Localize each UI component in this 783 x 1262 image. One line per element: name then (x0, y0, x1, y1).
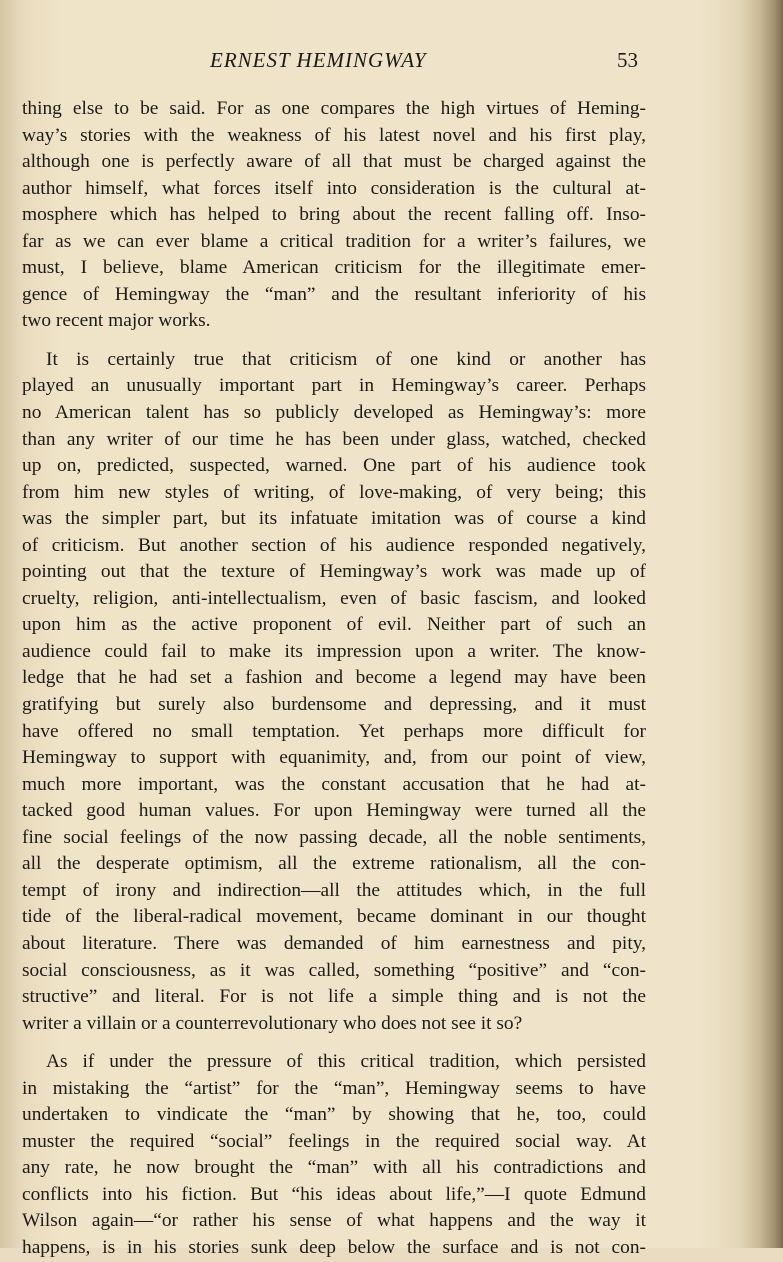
page-number: 53 (617, 48, 638, 72)
text-line: upon him as the active proponent of evil. Neither part of such an (22, 614, 646, 636)
text-line: way’s stories with the weakness of his latest novel and his first play, (22, 124, 646, 146)
paragraph-3 (22, 1049, 646, 1261)
text-line: about literature. There was demanded of him earnestness and pity, (22, 932, 646, 954)
paragraph-gap (22, 335, 646, 347)
text-line: audience could fail to make its impression upon a writer. The know- (22, 640, 646, 662)
text-line: up on, predicted, suspected, warned. One part of his audience took (22, 455, 646, 477)
text-line: in mistaking the “artist” for the “man”, Hemingway seems to have (22, 1077, 646, 1099)
text-line: undertaken to vindicate the “man” by showing that he, too, could (22, 1104, 646, 1126)
text-line: much more important, was the constant accusation that he had at- (22, 773, 646, 795)
text-line: must, I believe, blame American criticism for the illegitimate emer- (22, 257, 646, 279)
text-line: from him new styles of writing, of love-making, of very being; this (22, 481, 646, 503)
text-line: thing else to be said. For as one compares the high virtues of Heming- (22, 98, 646, 119)
text-line: pointing out that the texture of Hemingway’s work was made up of (22, 561, 646, 583)
text-line: fine social feelings of the now passing decade, all the noble sentiments, (22, 826, 646, 848)
text-line: tempt of irony and indirection—all the attitudes which, in the full (22, 879, 646, 901)
paragraph-2 (22, 347, 646, 1037)
text-line: muster the required “social” feelings in the required social way. At (22, 1130, 646, 1152)
text-line: cruelty, religion, anti-intellectualism, even of basic fascism, and looked (22, 587, 646, 609)
text-line: have offered no small temptation. Yet perhaps more difficult for (22, 720, 646, 742)
text-line: tacked good human values. For upon Hemingway were turned all the (22, 800, 646, 822)
text-line: gratifying but surely also burdensome and depressing, and it must (22, 694, 646, 716)
text-line: author himself, what forces itself into consideration is the cultural at- (22, 177, 646, 199)
text-line: Hemingway to support with equanimity, and, from our point of view, (22, 747, 646, 769)
text-line: no American talent has so publicly developed as Hemingway’s: more (22, 402, 646, 424)
text-line: any rate, he now brought the “man” with all his contradictions and (22, 1157, 646, 1179)
text-line: tide of the liberal-radical movement, became dominant in our thought (22, 906, 646, 928)
text-line: social consciousness, as it was called, something “positive” and “con- (22, 959, 646, 981)
text-line: writer a villain or a counterrevolutionary who does not see it so? (22, 1012, 523, 1034)
text-line: far as we can ever blame a critical tradition for a writer’s failures, we (22, 230, 646, 252)
body-text (22, 96, 646, 1262)
text-line: structive” and literal. For is not life a simple thing and is not the (22, 986, 646, 1008)
text-line: of criticism. But another section of his audience responded negatively, (22, 534, 646, 556)
text-line: was the simpler part, but its infatuate imitation was of course a kind (22, 508, 646, 530)
running-head: ERNEST HEMINGWAY (210, 48, 427, 72)
text-line: Wilson again—“or rather his sense of what happens and the way it (22, 1210, 646, 1232)
paragraph-1 (22, 96, 646, 335)
text-line: ledge that he had set a fashion and become a legend may have been (22, 667, 646, 689)
text-line: two recent major works. (22, 310, 211, 332)
text-line: all the desperate optimism, all the extreme rationalism, all the con- (22, 853, 646, 875)
text-line: mosphere which has helped to bring about the recent falling off. Inso- (22, 204, 646, 226)
text-line: happens, is in his stories sunk deep below the surface and is not con- (22, 1236, 646, 1258)
text-line: gence of Hemingway the “man” and the resultant inferiority of his (22, 283, 646, 305)
text-line: As if under the pressure of this critical tradition, which persisted (46, 1051, 646, 1073)
text-line: played an unusually important part in Hemingway’s career. Perhaps (22, 375, 646, 397)
paragraph-gap (22, 1037, 646, 1049)
text-line: conflicts into his fiction. But “his ideas about life,”—I quote Edmund (22, 1183, 646, 1205)
text-line: although one is perfectly aware of all that must be charged against the (22, 151, 646, 173)
text-line: It is certainly true that criticism of one kind or another has (46, 348, 646, 370)
text-line: than any writer of our time he has been under glass, watched, checked (22, 428, 646, 450)
